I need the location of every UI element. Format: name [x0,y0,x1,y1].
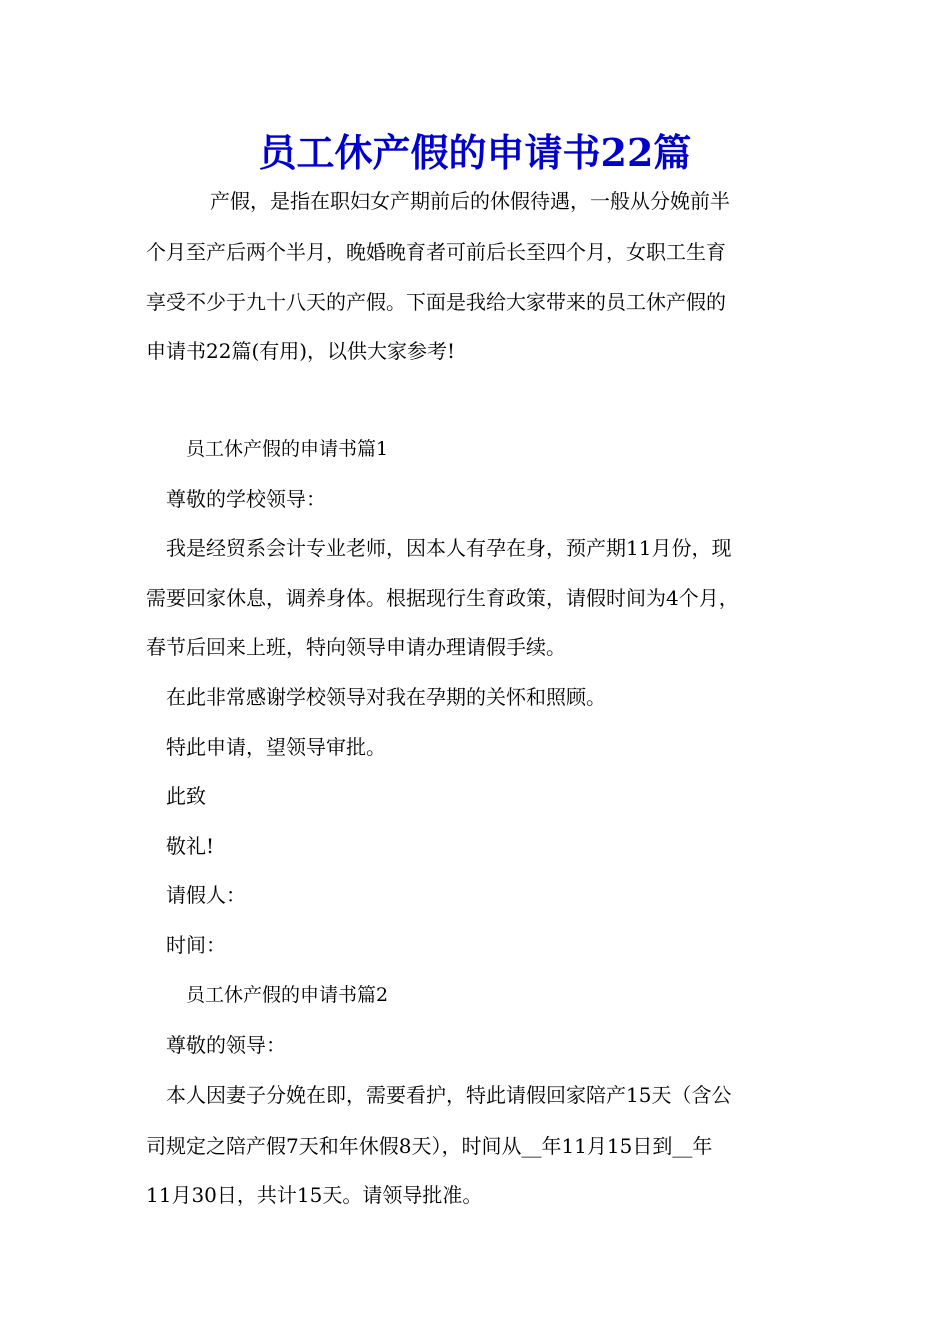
section-2-heading: 员工休产假的申请书篇2 [186,984,389,1006]
section-1-salutation: 尊敬的学校领导： [166,487,326,511]
section-2-salutation: 尊敬的领导： [166,1033,286,1057]
section-1-request: 特此申请，望领导审批。 [166,735,386,759]
section-1-applicant: 请假人： [166,883,246,907]
intro-line-1: 产假，是指在职妇女产期前后的休假待遇，一般从分娩前半 [210,189,730,213]
section-1-time: 时间： [166,933,226,957]
section-1-body-line-1: 我是经贸系会计专业老师，因本人有孕在身，预产期11月份，现 [166,536,732,560]
intro-line-3: 享受不少于九十八天的产假。下面是我给大家带来的员工休产假的 [146,290,726,314]
section-1-heading: 员工休产假的申请书篇1 [186,438,389,460]
document-title: 员工休产假的申请书22篇 [258,130,692,175]
section-1-closing-1: 此致 [166,784,206,808]
section-1-closing-2: 敬礼! [166,834,215,858]
intro-line-2: 个月至产后两个半月，晚婚晚育者可前后长至四个月，女职工生育 [146,240,726,264]
section-1-thanks: 在此非常感谢学校领导对我在孕期的关怀和照顾。 [166,685,606,709]
section-2-body-line-1: 本人因妻子分娩在即，需要看护，特此请假回家陪产15天（含公 [166,1083,732,1107]
section-1-body-line-3: 春节后回来上班，特向领导申请办理请假手续。 [146,635,566,659]
section-2-body-line-3: 11月30日，共计15天。请领导批准。 [146,1183,483,1207]
intro-line-4: 申请书22篇(有用)，以供大家参考! [146,339,456,363]
section-2-body-line-2: 司规定之陪产假7天和年休假8天），时间从__年11月15日到__年 [146,1134,713,1158]
section-1-body-line-2: 需要回家休息，调养身体。根据现行生育政策，请假时间为4个月， [146,586,739,610]
